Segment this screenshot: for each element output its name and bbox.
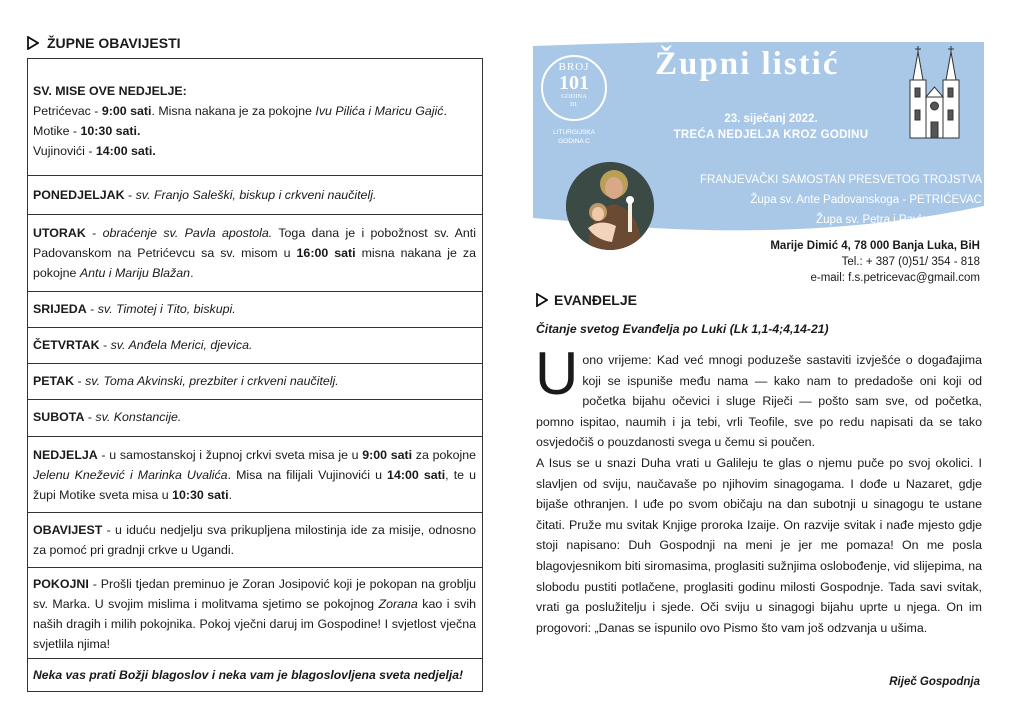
gospel-title: EVANĐELJE (554, 292, 637, 308)
day-row-friday: PETAK - sv. Toma Akvinski, prezbiter i crkveni naučitelj. (28, 364, 482, 400)
org-line-2: Župa sv. Ante Padovanskoga - PETRIĆEVAC (750, 194, 982, 206)
gospel-text (535, 340, 982, 638)
org-line-1: FRANJEVAČKI SAMOSTAN PRESVETOG TROJSTVA (699, 174, 982, 186)
mass-motike: Motike - 10:30 sati. (33, 124, 141, 138)
mass-schedule-row (28, 59, 482, 176)
announcements-box (27, 58, 483, 692)
gospel-paragraph-1: ono vrijeme: Kad već mnogi poduzeše sastaviti izvješće o događajima koji se ispuniše među nama — kako nam to predadoše oni koji od početka bijahu očevici i sluge Riječi — pošto sam sve, od početka, pomno ispitao, naumih i ja tebi, vrli Teofile, sve po redu napisati da se tako osvjedočiš o pouzdanosti svega u čemu si poučen. (536, 353, 982, 450)
gospel-reference: Čitanje svetog Evanđelja po Luki (Lk 1,1-4;4,14-21) (536, 322, 829, 336)
day-row-saturday: SUBOTA - sv. Konstancije. (28, 400, 482, 437)
day-row-tuesday: UTORAK - obraćenje sv. Pavla apostola. Toga dana je i pobožnost sv. Anti Padovanskom na Petrićevcu sa sv. misom u 16:00 sati misna nakana je za pokojne Antu i Mariju Blažan. (28, 215, 482, 292)
drop-cap: U (535, 340, 579, 407)
mass-heading: SV. MISE OVE NEDJELJE: (33, 84, 187, 98)
address: Marije Dimić 4, 78 000 Banja Luka, BiH (770, 240, 980, 252)
bulletin-title: Župni listić (655, 46, 840, 82)
day-row-sunday: NEDJELJA - u samostanskoj i župnoj crkvi sveta misa je u 9:00 sati za pokojne Jelenu Knežević i Marinka Uvalića. Misa na filijali Vujinovići u 14:00 sati, te u župi Motike sveta misa u 10:30 sati. (28, 437, 482, 513)
gospel-signature: Riječ Gospodnja (889, 676, 980, 688)
issue-date: 23. siječanj 2022. (724, 113, 818, 125)
liturgical-year: LITURGIJSKA GODINA C (553, 129, 595, 145)
blessing-row (28, 659, 482, 692)
gospel-heading (536, 292, 637, 308)
blessing-text: Neka vas prati Božji blagoslov i neka vam je blagoslovljena sveta nedjelja! (33, 668, 464, 682)
notice-row: OBAVIJEST - u iduću nedjelju sva prikupljena milostinja ide za misije, odnosno za pomoć pri gradnji crkve u Ugandi. (28, 513, 482, 568)
gospel-paragraph-2: A Isus se u snazi Duha vrati u Galileju te glas o njemu puče po svoj okolici. I slavljen od sviju, naučavaše po njihovim sinagogama. I dođe u Nazaret, gdje bijaše othranjen. I uđe po svom običaju na dan subotnji u sinagogu te ustane čitati. Pruže mu svitak Knjige proroka Izaije. On razvije svitak i nađe mjesto gdje stoji napisano: Duh Gospodnji na meni je jer me pomaza! On me posla blagovjesnikom biti siromasima, proglasiti sužnjima oslobođenje, vid slijepima, na slobodu pustiti potlačene, proglasiti godinu milosti Gospodnje. Tada savi svitak, vrati ga poslužitelju i sjede. Oči sviju u sinagogi bijahu uprte u njega. On im progovori: „Danas se ispunilo ovo Pismo što vam još odzvanja u ušima. (536, 455, 982, 635)
triangle-marker-icon (536, 293, 548, 307)
org-line-3: Župa sv. Petra i Pavla - MOTIKE (816, 214, 982, 226)
day-row-thursday: ČETVRTAK - sv. Anđela Merici, djevica. (28, 328, 482, 364)
liturgical-sunday: TREĆA NEDJELJA KROZ GODINU (673, 129, 869, 141)
parish-info (700, 170, 982, 230)
telephone: Tel.: + 387 (0)51/ 354 - 818 (841, 256, 980, 268)
contact-block (770, 238, 980, 286)
left-page (27, 30, 485, 56)
issue-number: 101 (559, 72, 589, 94)
saint-portrait-image (566, 162, 654, 250)
section-title: ŽUPNE OBAVIJESTI (47, 35, 181, 51)
issue-seal: BROJ 101 GODINA III. (541, 55, 607, 121)
deceased-row: POKOJNI - Prošli tjedan preminuo je Zoran Josipović koji je pokopan na groblju sv. Marka. U svojim mislima i molitvama sjetimo se pokojnog Zorana kao i svih naših dragih i milih pokojnika. Pokoj vječni daruj im Gospodine! I svjetlost vječna svjetlila njima! (28, 568, 482, 659)
day-row-wednesday: SRIJEDA - sv. Timotej i Tito, biskupi. (28, 292, 482, 328)
mass-vujinovici: Vujinovići - 14:00 sati. (33, 144, 156, 158)
mass-petricevac: Petrićevac - 9:00 sati. Misna nakana je za pokojne Ivu Pilića i Maricu Gajić. (33, 104, 447, 118)
day-row-monday: PONEDJELJAK - sv. Franjo Saleški, biskup i crkveni naučitelj. (28, 176, 482, 215)
section-heading-announcements (27, 30, 485, 56)
email: e-mail: f.s.petricevac@gmail.com (810, 272, 980, 284)
triangle-marker-icon (27, 36, 39, 50)
